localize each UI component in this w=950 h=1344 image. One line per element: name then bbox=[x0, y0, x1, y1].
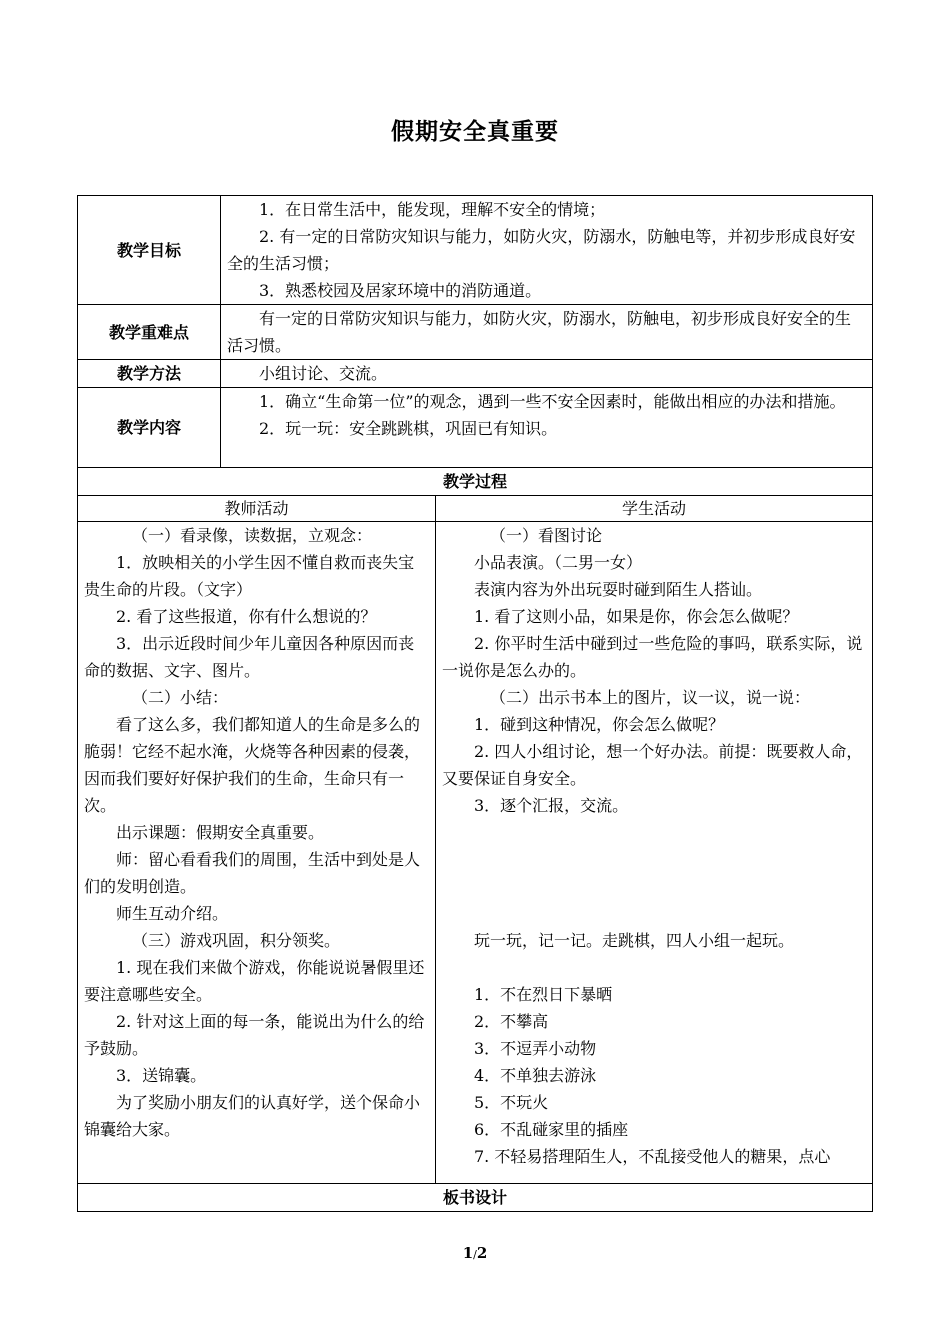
process-heading: 教学过程 bbox=[78, 468, 873, 496]
teacher-line: 出示课题：假期安全真重要。 bbox=[116, 823, 325, 842]
student-line: 表演内容为外出玩耍时碰到陌生人搭讪。 bbox=[474, 580, 763, 599]
goals-label: 教学目标 bbox=[78, 196, 221, 305]
student-line: 4．不单独去游泳 bbox=[474, 1066, 597, 1085]
board-design-heading: 板书设计 bbox=[78, 1184, 873, 1212]
student-activity-heading: 学生活动 bbox=[436, 496, 873, 522]
student-line: 3．逐个汇报，交流。 bbox=[474, 796, 629, 815]
page-number bbox=[0, 1244, 950, 1262]
student-line: 2. 你平时生活中碰到过一些危险的事吗，联系实际，说一说你是怎么办的。 bbox=[442, 634, 863, 680]
goals-row bbox=[78, 196, 873, 305]
goals-line: 2. 有一定的日常防灾知识与能力，如防火灾，防溺水，防触电等，并初步形成良好安全的生活习惯； bbox=[227, 227, 856, 273]
spacer bbox=[442, 819, 866, 846]
teacher-line: 3．出示近段时间少年儿童因各种原因而丧命的数据、文字、图片。 bbox=[84, 634, 415, 680]
key-points-content bbox=[221, 305, 873, 360]
page-total: 2 bbox=[476, 1244, 488, 1262]
student-line: 1. 看了这则小品，如果是你，你会怎么做呢？ bbox=[474, 607, 799, 626]
student-line: 7. 不轻易搭理陌生人，不乱接受他人的糖果，点心 bbox=[474, 1147, 831, 1166]
teacher-line: 师生互动介绍。 bbox=[116, 904, 229, 923]
student-activities bbox=[436, 522, 873, 1184]
student-line: 2. 四人小组讨论，想一个好办法。前提：既要救人命，又要保证自身安全。 bbox=[442, 742, 863, 788]
page-current: 1 bbox=[462, 1244, 474, 1262]
methods-row bbox=[78, 360, 873, 388]
teacher-line: 1．放映相关的小学生因不懂自救而丧失宝贵生命的片段。（文字） bbox=[84, 553, 415, 599]
teacher-line: 1. 现在我们来做个游戏，你能说说暑假里还要注意哪些安全。 bbox=[84, 958, 425, 1004]
teacher-line: 3．送锦囊。 bbox=[116, 1066, 207, 1085]
activities-row bbox=[78, 522, 873, 1184]
student-line: 1．不在烈日下暴晒 bbox=[474, 985, 613, 1004]
teacher-line: （一）看录像，读数据，立观念： bbox=[132, 526, 373, 545]
content-line: 2．玩一玩：安全跳跳棋，巩固已有知识。 bbox=[259, 419, 558, 438]
goals-content bbox=[221, 196, 873, 305]
student-line: 5．不玩火 bbox=[474, 1093, 549, 1112]
key-points-row bbox=[78, 305, 873, 360]
student-line: （一）看图讨论 bbox=[490, 526, 603, 545]
page-separator: / bbox=[473, 1248, 477, 1261]
spacer bbox=[442, 900, 866, 927]
methods-label: 教学方法 bbox=[78, 360, 221, 388]
activity-headings-row bbox=[78, 496, 873, 522]
goals-line: 3．熟悉校园及居家环境中的消防通道。 bbox=[259, 281, 542, 300]
teacher-line: （三）游戏巩固，积分领奖。 bbox=[132, 931, 341, 950]
teacher-line: 2. 针对这上面的每一条，能说出为什么的给予鼓励。 bbox=[84, 1012, 425, 1058]
goals-line: 1．在日常生活中，能发现，理解不安全的情境； bbox=[259, 200, 606, 219]
content-line: 1．确立“生命第一位”的观念，遇到一些不安全因素时，能做出相应的办法和措施。 bbox=[259, 392, 846, 411]
methods-line: 小组讨论、交流。 bbox=[259, 364, 388, 383]
teacher-activity-heading: 教师活动 bbox=[78, 496, 436, 522]
key-points-label: 教学重难点 bbox=[78, 305, 221, 360]
teacher-line: （二）小结： bbox=[132, 688, 229, 707]
content-content bbox=[221, 388, 873, 468]
spacer bbox=[442, 873, 866, 900]
student-line: 小品表演。（二男一女） bbox=[474, 553, 643, 572]
student-line: 6．不乱碰家里的插座 bbox=[474, 1120, 629, 1139]
student-line: 2．不攀高 bbox=[474, 1012, 549, 1031]
document-title: 假期安全真重要 bbox=[391, 119, 559, 145]
student-line: 3．不逗弄小动物 bbox=[474, 1039, 597, 1058]
student-line: 玩一玩，记一记。走跳棋，四人小组一起玩。 bbox=[474, 931, 795, 950]
student-line: 1．碰到这种情况，你会怎么做呢？ bbox=[474, 715, 725, 734]
process-heading-row bbox=[78, 468, 873, 496]
board-design-row bbox=[78, 1184, 873, 1212]
key-points-line: 有一定的日常防灾知识与能力，如防火灾，防溺水，防触电，初步形成良好安全的生活习惯。 bbox=[227, 309, 852, 355]
teacher-activities bbox=[78, 522, 436, 1184]
teacher-line: 为了奖励小朋友们的认真好学，送个保命小锦囊给大家。 bbox=[84, 1093, 421, 1139]
student-line: （二）出示书本上的图片，议一议，说一说： bbox=[490, 688, 811, 707]
teacher-line: 2. 看了这些报道，你有什么想说的？ bbox=[116, 607, 377, 626]
teacher-line: 师：留心看看我们的周围，生活中到处是人们的发明创造。 bbox=[84, 850, 421, 896]
teacher-line: 看了这么多，我们都知道人的生命是多么的脆弱！它经不起水淹，火烧等各种因素的侵袭，因而我们要好好保护我们的生命，生命只有一次。 bbox=[84, 715, 421, 815]
lesson-plan-table bbox=[77, 195, 873, 1212]
methods-content bbox=[221, 360, 873, 388]
content-label: 教学内容 bbox=[78, 388, 221, 468]
content-row bbox=[78, 388, 873, 468]
spacer bbox=[442, 846, 866, 873]
spacer bbox=[442, 954, 866, 981]
